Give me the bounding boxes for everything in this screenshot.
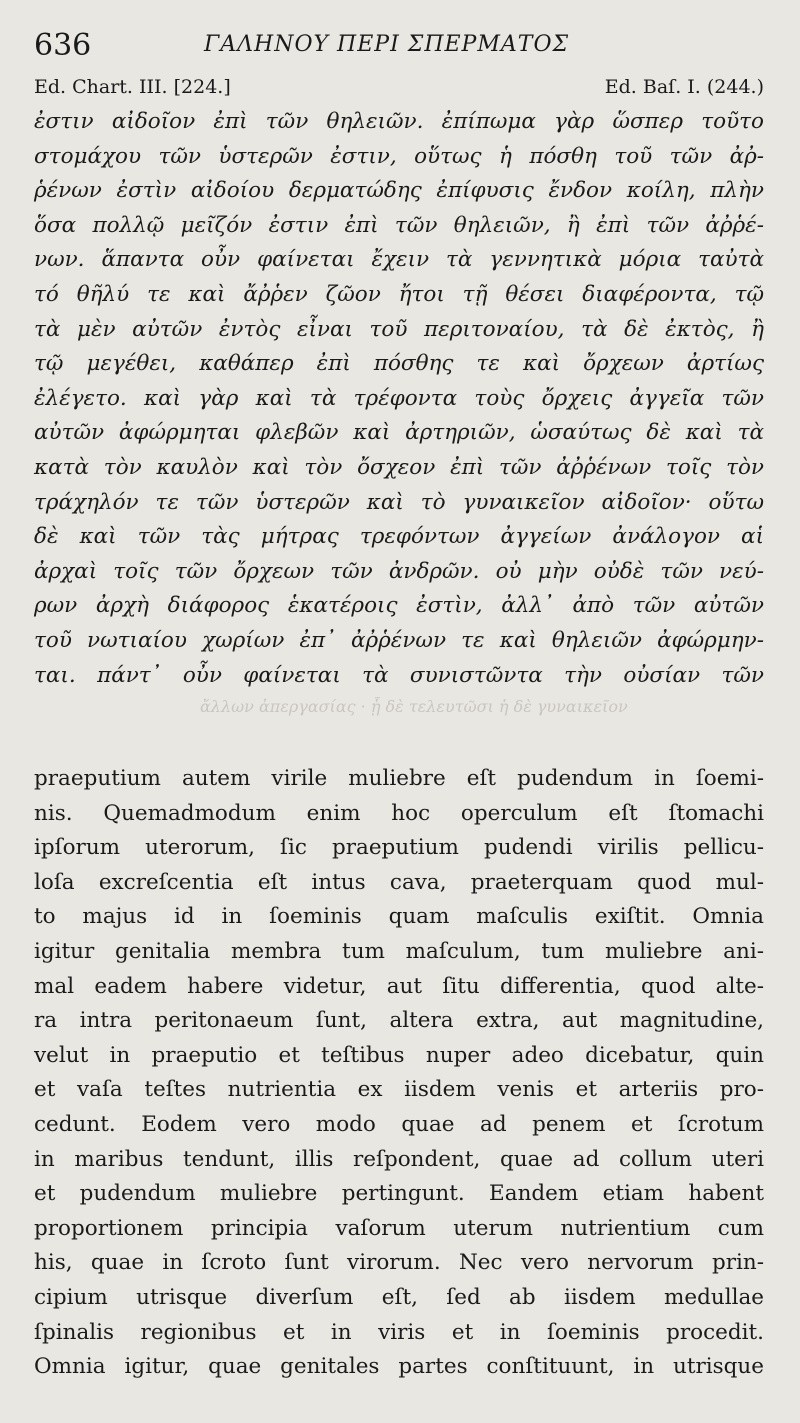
text-line: κατὰ τὸν καυλὸν καὶ τὸν ὄσχεον ἐπὶ τῶν ἀῤῥένων τοῖς τὸν (34, 454, 764, 480)
text-line: loſa excreſcentia eſt intus cava, praeterquam quod mul- (34, 869, 764, 895)
edition-reference-chartier: Ed. Chart. III. [224.] (34, 76, 231, 98)
text-line: τό θῆλύ τε καὶ ἄῤῥεν ζῶον ἤτοι τῇ θέσει διαφέροντα, τῷ (34, 281, 764, 307)
edition-reference-basel: Ed. Baſ. I. (244.) (604, 76, 764, 98)
text-line: velut in praeputio et teſtibus nuper adeo dicebatur, quin (34, 1042, 764, 1068)
greek-text-block (34, 105, 764, 693)
text-line: proportionem principia vaſorum uterum nutrientium cum (34, 1215, 764, 1241)
text-line: ὅσα πολλῷ μεῖζόν ἐστιν ἐπὶ τῶν θηλειῶν, ἢ ἐπὶ τῶν ἀῤῥέ- (34, 212, 764, 238)
text-line: et vaſa teſtes nutrientia ex iisdem venis et arteriis pro- (34, 1077, 764, 1103)
text-line: ra intra peritonaeum ſunt, altera extra, aut magnitudine, (34, 1008, 764, 1034)
text-line: ἀρχαὶ τοῖς τῶν ὄρχεων τῶν ἀνδρῶν. οὐ μὴν οὐδὲ τῶν νεύ- (34, 558, 764, 584)
text-line: to majus id in ſoeminis quam maſculis exiſtit. Omnia (34, 904, 764, 930)
text-line: ſpinalis regionibus et in viris et in ſoeminis procedit. (34, 1319, 764, 1345)
text-line: τοῦ νωτιαίου χωρίων ἐπ᾽ ἀῤῥένων τε καὶ θηλειῶν ἀφώρμην- (34, 627, 764, 653)
text-line: ῥένων ἐστὶν αἰδοίου δερματώδης ἐπίφυσις ἔνδον κοίλη, πλὴν (34, 178, 764, 204)
latin-text-block (34, 762, 764, 1385)
text-line: Omnia igitur, quae genitales partes conſtituunt, in utrisque (34, 1354, 764, 1380)
text-line: ἐλέγετο. καὶ γὰρ καὶ τὰ τρέφοντα τοὺς ὄρχεις ἀγγεῖα τῶν (34, 385, 764, 411)
text-line: mal eadem habere videtur, aut ſitu differentia, quod alte- (34, 973, 764, 999)
page-header (34, 28, 764, 68)
text-line: his, quae in ſcroto ſunt virorum. Nec vero nervorum prin- (34, 1250, 764, 1276)
text-line: cedunt. Eodem vero modo quae ad penem et ſcrotum (34, 1111, 764, 1137)
text-line: τῷ μεγέθει, καθάπερ ἐπὶ πόσθης τε καὶ ὄρχεων ἀρτίως (34, 351, 764, 377)
text-line: δὲ καὶ τῶν τὰς μήτρας τρεφόντων ἀγγείων ἀνάλογον αἱ (34, 524, 764, 550)
text-line: τὰ μὲν αὐτῶν ἐντὸς εἶναι τοῦ περιτοναίου, τὰ δὲ ἐκτὸς, ἢ (34, 316, 764, 342)
text-line: et pudendum muliebre pertingunt. Eandem etiam habent (34, 1181, 764, 1207)
text-line: ται. πάντ᾽ οὖν φαίνεται τὰ συνιστῶντα τὴν οὐσίαν τῶν (34, 662, 764, 688)
text-line: νων. ἅπαντα οὖν φαίνεται ἔχειν τὰ γεννητικὰ μόρια ταὐτὰ (34, 247, 764, 273)
text-line: igitur genitalia membra tum maſculum, tum muliebre ani- (34, 938, 764, 964)
page-number: 636 (34, 28, 92, 63)
text-line: cipium utrisque diverſum eſt, ſed ab iisdem medullae (34, 1284, 764, 1310)
text-line: praeputium autem virile muliebre eſt pudendum in ſoemi- (34, 766, 764, 791)
text-line: αὐτῶν ἀφώρμηται φλεβῶν καὶ ἀρτηριῶν, ὡσαύτως δὲ καὶ τὰ (34, 420, 764, 446)
text-line: τράχηλόν τε τῶν ὑστερῶν καὶ τὸ γυναικεῖον αἰδοῖον· οὕτω (34, 489, 764, 515)
text-line: στομάχου τῶν ὑστερῶν ἐστιν, οὕτως ἡ πόσθη τοῦ τῶν ἀῤ- (34, 143, 764, 169)
bleed-through-text: ἄλλων ἀπεργασίας · ᾗ δὲ τελευτῶσι ἡ δὲ γυναικεῖον (200, 697, 628, 716)
text-line: ipſorum uterorum, ſic praeputium pudendi virilis pellicu- (34, 835, 764, 861)
text-line: nis. Quemadmodum enim hoc operculum eſt ſtomachi (34, 800, 764, 826)
text-line: ρων ἀρχὴ διάφορος ἑκατέροις ἐστὶν, ἀλλ᾽ ἀπὸ τῶν αὐτῶν (34, 593, 764, 619)
text-line: ἐστιν αἰδοῖον ἐπὶ τῶν θηλειῶν. ἐπίπωμα γὰρ ὥσπερ τοῦτο (34, 109, 764, 134)
text-line: in maribus tendunt, illis reſpondent, quae ad collum uteri (34, 1146, 764, 1172)
running-title: ΓΑΛΗΝΟΥ ΠΕΡΙ ΣΠΕΡΜΑΤΟΣ (204, 32, 570, 57)
